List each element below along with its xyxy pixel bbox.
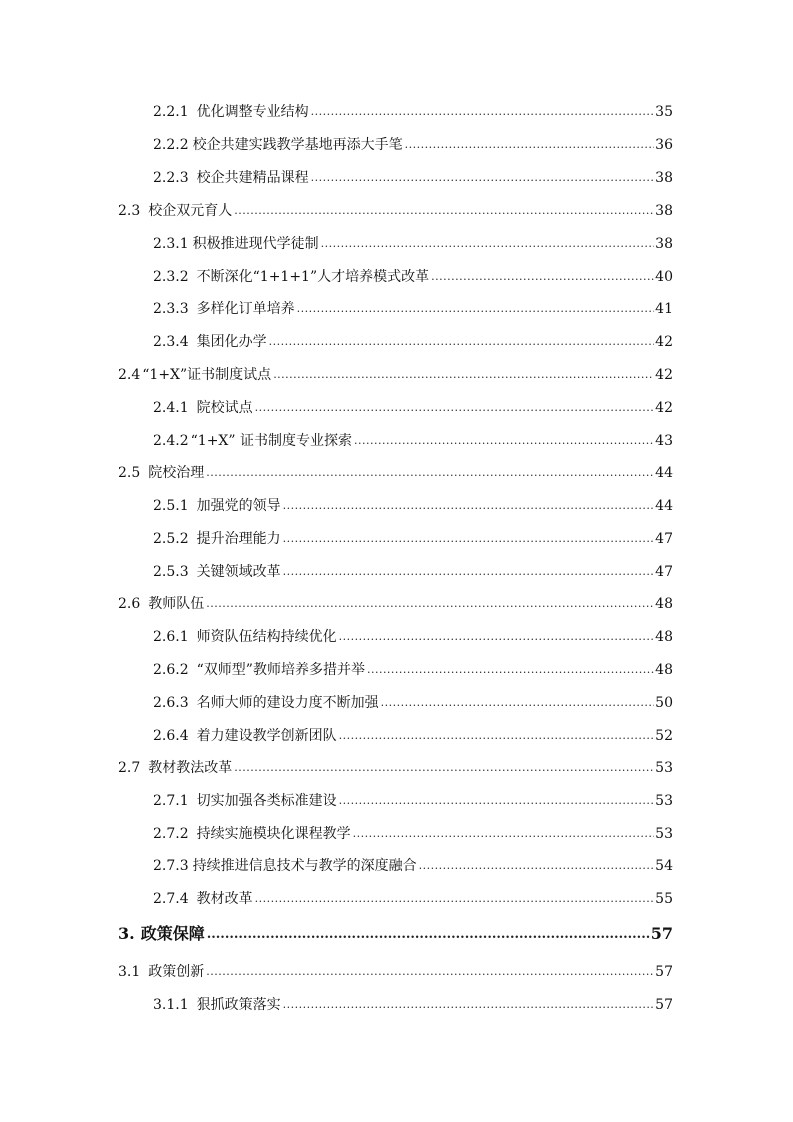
toc-page-number: 48: [655, 629, 673, 645]
toc-chapter-entry[interactable]: [118, 924, 673, 944]
toc-title: “1+X” 证书制度专业探索: [190, 433, 352, 449]
toc-page-number: 53: [655, 793, 673, 809]
toc-title: 校企共建实践教学基地再添大手笔: [192, 137, 403, 153]
toc-number: 2.5.1: [153, 498, 189, 514]
dot-leader: [206, 965, 654, 979]
toc-number: 2.6.4: [153, 728, 189, 744]
toc-entry[interactable]: [153, 268, 673, 286]
toc-page-number: 57: [655, 964, 673, 980]
toc-page-number: 53: [655, 760, 673, 776]
dot-leader: [339, 630, 655, 644]
toc-page-number: 53: [655, 826, 673, 842]
toc-title: 院校治理: [148, 465, 205, 481]
toc-page-number: 42: [655, 367, 673, 383]
toc-number: 2.2.3: [153, 170, 189, 186]
dot-leader: [273, 368, 654, 382]
toc-number: 2.6: [118, 596, 141, 612]
toc-entry[interactable]: [153, 399, 673, 417]
dot-leader: [339, 729, 655, 743]
toc-page-number: 38: [655, 236, 673, 252]
toc-number: 2.4.1: [153, 400, 189, 416]
toc-title: 集团化办学: [196, 334, 267, 350]
dot-leader: [269, 335, 655, 349]
dot-leader: [419, 859, 655, 873]
toc-entry[interactable]: [153, 432, 673, 450]
toc-entry[interactable]: [153, 103, 673, 121]
toc-entry[interactable]: [153, 661, 673, 679]
toc-number: 2.6.2: [153, 662, 189, 678]
toc-number: 2.5.2: [153, 531, 189, 547]
dot-leader: [311, 171, 655, 185]
toc-title: 不断深化“1+1+1”人才培养模式改革: [196, 269, 430, 285]
dot-leader: [311, 105, 655, 119]
toc-number: 2.7.2: [153, 826, 189, 842]
toc-page-number: 38: [655, 203, 673, 219]
toc-title: 教师队伍: [148, 596, 205, 612]
toc-entry[interactable]: [153, 497, 673, 515]
toc-number: 2.3: [118, 203, 141, 219]
toc-page-number: 55: [655, 891, 673, 907]
toc-number: 2.4: [118, 367, 141, 383]
dot-leader: [255, 892, 655, 906]
toc-entry[interactable]: [153, 300, 673, 318]
toc-page-number: 50: [655, 695, 673, 711]
toc-number: 3.: [118, 924, 135, 943]
toc-title: 教材改革: [196, 891, 253, 907]
toc-title: 加强党的领导: [196, 498, 281, 514]
toc-number: 2.7.4: [153, 891, 189, 907]
toc-entry[interactable]: [118, 595, 673, 613]
toc-title: 着力建设教学创新团队: [196, 728, 337, 744]
toc-page-number: 44: [655, 465, 673, 481]
toc-title: 持续推进信息技术与教学的深度融合: [192, 858, 417, 874]
toc-number: 2.4.2: [153, 433, 189, 449]
dot-leader: [283, 532, 655, 546]
toc-title: 政策保障: [140, 924, 205, 943]
toc-number: 2.5.3: [153, 564, 189, 580]
toc-entry[interactable]: [153, 136, 673, 154]
toc-page-number: 43: [655, 433, 673, 449]
toc-number: 3.1: [118, 964, 141, 980]
toc-page-number: 36: [655, 137, 673, 153]
toc-page-number: 44: [655, 498, 673, 514]
dot-leader: [405, 138, 655, 152]
toc-title: 院校试点: [196, 400, 253, 416]
toc-page-number: 48: [655, 662, 673, 678]
toc-page-number: 47: [655, 531, 673, 547]
toc-title: “双师型”教师培养多措并举: [196, 662, 365, 678]
dot-leader: [234, 204, 654, 218]
toc-number: 2.6.3: [153, 695, 189, 711]
toc-title: 校企共建精品课程: [196, 170, 309, 186]
toc-number: 2.6.1: [153, 629, 189, 645]
dot-leader: [353, 827, 655, 841]
dot-leader: [206, 466, 654, 480]
toc-title: 名师大师的建设力度不断加强: [196, 695, 379, 711]
toc-number: 2.3.2: [153, 269, 189, 285]
toc-title: 校企双元育人: [148, 203, 233, 219]
toc-entry[interactable]: [153, 694, 673, 712]
toc-entry[interactable]: [153, 996, 673, 1014]
toc-entry[interactable]: [153, 563, 673, 581]
toc-title: 积极推进现代学徒制: [192, 236, 319, 252]
dot-leader: [234, 761, 654, 775]
dot-leader: [431, 270, 654, 284]
toc-page-number: 38: [655, 170, 673, 186]
toc-page-number: 57: [650, 924, 673, 943]
toc-number: 2.3.3: [153, 301, 189, 317]
toc-title: 政策创新: [148, 964, 205, 980]
dot-leader: [207, 928, 650, 942]
toc-page-number: 57: [655, 997, 673, 1013]
toc-title: 狠抓政策落实: [196, 997, 281, 1013]
dot-leader: [367, 663, 654, 677]
toc-title: “1+X”证书制度试点: [142, 367, 272, 383]
toc-page-number: 52: [655, 728, 673, 744]
toc-title: 优化调整专业结构: [196, 104, 309, 120]
toc-number: 2.7.1: [153, 793, 189, 809]
dot-leader: [381, 696, 655, 710]
dot-leader: [321, 237, 655, 251]
toc-number: 2.3.4: [153, 334, 189, 350]
toc-number: 2.3.1: [153, 236, 189, 252]
toc-entry[interactable]: [153, 628, 673, 646]
toc-title: 关键领域改革: [196, 564, 281, 580]
toc-entry[interactable]: [153, 169, 673, 187]
toc-page-number: 41: [655, 301, 673, 317]
toc-title: 提升治理能力: [196, 531, 281, 547]
toc-number: 2.2.1: [153, 104, 189, 120]
toc-entry[interactable]: [118, 759, 673, 777]
toc-entry[interactable]: [153, 792, 673, 810]
toc-number: 3.1.1: [153, 997, 189, 1013]
dot-leader: [297, 302, 655, 316]
toc-entry[interactable]: [153, 235, 673, 253]
toc-entry[interactable]: [118, 202, 673, 220]
toc-entry[interactable]: [118, 464, 673, 482]
toc-title: 持续实施模块化课程教学: [196, 826, 351, 842]
toc-title: 切实加强各类标准建设: [196, 793, 337, 809]
toc-entry[interactable]: [118, 963, 673, 981]
toc-page-number: 42: [655, 334, 673, 350]
toc-page-number: 54: [655, 858, 673, 874]
toc-number: 2.2.2: [153, 137, 189, 153]
toc-title: 多样化订单培养: [196, 301, 295, 317]
toc-entry[interactable]: [153, 530, 673, 548]
toc-title: 师资队伍结构持续优化: [196, 629, 337, 645]
dot-leader: [255, 401, 655, 415]
toc-entry[interactable]: [153, 727, 673, 745]
toc-entry[interactable]: [153, 333, 673, 351]
toc-number: 2.7.3: [153, 858, 189, 874]
toc-page-number: 48: [655, 596, 673, 612]
dot-leader: [283, 565, 655, 579]
toc-entry[interactable]: [153, 857, 673, 875]
toc-number: 2.7: [118, 760, 141, 776]
toc-entry[interactable]: [153, 825, 673, 843]
dot-leader: [283, 998, 655, 1012]
toc-page-number: 40: [655, 269, 673, 285]
dot-leader: [206, 597, 654, 611]
toc-page-number: 42: [655, 400, 673, 416]
toc-page-number: 47: [655, 564, 673, 580]
toc-entry[interactable]: [118, 366, 673, 384]
toc-number: 2.5: [118, 465, 141, 481]
toc-page-number: 35: [655, 104, 673, 120]
toc-entry[interactable]: [153, 890, 673, 908]
dot-leader: [283, 499, 655, 513]
toc-title: 教材教法改革: [148, 760, 233, 776]
dot-leader: [339, 794, 655, 808]
dot-leader: [354, 434, 654, 448]
